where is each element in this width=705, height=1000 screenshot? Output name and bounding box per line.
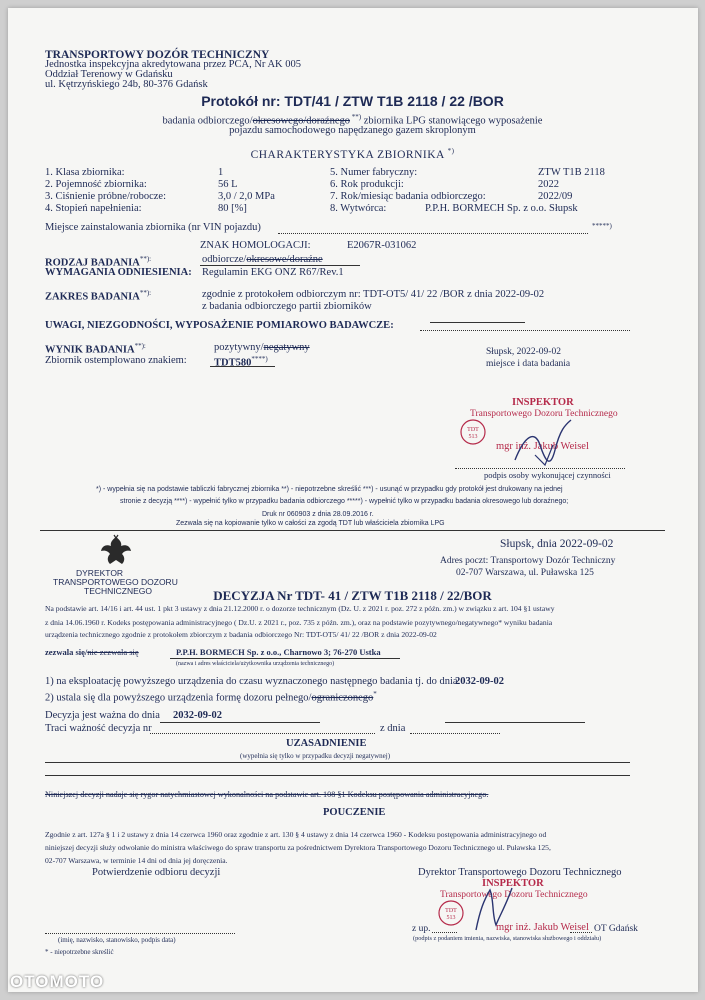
protocol-subtitle-2: pojazdu samochodowego napędzanego gazem skroplonym <box>229 125 476 136</box>
loses-validity-date-line <box>410 733 500 734</box>
inspector-sign-caption: podpis osoby wykonującej czynności <box>484 470 611 480</box>
homologation-label: ZNAK HOMOLOGACJI: <box>200 240 311 251</box>
inspector2-stamp-icon <box>436 898 466 928</box>
decision-title: DECYZJA Nr TDT- 41 / ZTW T1B 2118 / 22/BOR <box>213 588 492 603</box>
char-value-4: 80 [%] <box>218 203 247 214</box>
instruction-heading: POUCZENIE <box>323 807 386 818</box>
install-location-label: Miejsce zainstalowania zbiornika (nr VIN pojazdu) <box>45 222 261 233</box>
postal-address-2: 02-707 Warszawa, ul. Puławska 125 <box>456 568 594 578</box>
protocol-title: Protokół nr: TDT/41 / ZTW T1B 2118 / 22 /BOR <box>201 93 504 109</box>
inspector2-title: INSPEKTOR <box>482 878 544 889</box>
footnote-line-3: Druk nr 060903 z dnia 28.09.2016 r. <box>262 511 374 518</box>
svg-text:TDT: TDT <box>445 908 457 914</box>
char-value-6: 2022 <box>538 179 559 190</box>
loses-validity-line <box>150 733 375 734</box>
characteristics-heading: CHARAKTERYSTYKA ZBIORNIKA *) <box>250 147 455 161</box>
char-label-4: 4. Stopień napełnienia: <box>45 203 142 214</box>
director-line-1: DYREKTOR <box>76 568 124 578</box>
org-name: TRANSPORTOWY DOZÓR TECHNICZNY <box>45 49 270 61</box>
char-label-7: 7. Rok/miesiąc badania odbiorczego: <box>330 191 486 202</box>
test-type-value: odbiorcze/okresowe/doraźne <box>202 254 323 265</box>
install-location-mark: *****) <box>592 222 612 230</box>
loses-validity-label: Traci ważność decyzja nr <box>45 723 152 734</box>
signature-icon <box>505 415 575 475</box>
stamp-value: TDT580****) <box>214 355 268 369</box>
on-behalf-label: z up. <box>412 924 431 934</box>
receipt-sign-line <box>45 933 235 934</box>
requirements-value: Regulamin EKG ONZ R67/Rev.1 <box>202 267 344 278</box>
right-signature-caption: (podpis z podaniem imienia, nazwiska, stanowiska służbowego i oddziału) <box>413 935 602 942</box>
owner-caption: (nazwa i adres właściciela/użytkownika urządzenia technicznego) <box>176 661 335 667</box>
char-label-8: 8. Wytwórca: <box>330 203 387 214</box>
justification-heading: UZASADNIENIE <box>286 738 367 749</box>
instruction-line-3: 02-707 Warszawa, w terminie 14 dni od dnia jej doręczenia. <box>45 856 228 865</box>
valid-right-line <box>445 722 585 723</box>
test-place-date: Słupsk, 2022-09-02 <box>486 347 561 357</box>
director-line-3: TECHNICZNEGO <box>84 586 152 596</box>
instruction-line-1: Zgodnie z art. 127a § 1 i 2 ustawy z dnia 14 czerwca 1960 oraz zgodnie z art. 130 § 4 ustawy z dnia 14 czerwca 1960 - Kodeksu postępowania administracyjnego od <box>45 830 547 839</box>
inspector-subtitle: Transportowego Dozoru Technicznego <box>470 409 618 419</box>
char-label-6: 6. Rok produkcji: <box>330 179 404 190</box>
valid-until-label: Decyzja jest ważna do dnia <box>45 710 160 721</box>
director-line-2: TRANSPORTOWEGO DOZORU <box>53 577 178 587</box>
receipt-sign-caption: (imię, nazwisko, stanowisko, podpis data) <box>58 936 176 944</box>
inspector-name: mgr inż. Jakub Weisel <box>496 441 589 452</box>
char-value-2: 56 L <box>218 179 238 190</box>
homologation-value: E2067R-031062 <box>347 240 417 251</box>
enforceability-clause: Niniejszej decyzji nadaje się rygor natychmiastowej wykonalności na podstawie art. 108 §1 Kodeksu postępowania administracyjnego. <box>45 790 489 799</box>
test-type-label: RODZAJ BADANIA**): <box>45 255 152 269</box>
char-value-8: P.P.H. BORMECH Sp. z o.o. Słupsk <box>425 203 578 214</box>
char-label-1: 1. Klasa zbiornika: <box>45 167 125 178</box>
receipt-confirmation: Potwierdzenie odbioru decyzji <box>92 867 221 878</box>
instruction-line-2: niniejszej decyzji służy odwołanie do ministra właściwego do spraw transportu za pośrednictwem Dyrektora Transportowego Dozoru Technicznego ul. Puławska 125, <box>45 843 551 852</box>
svg-text:513: 513 <box>468 434 478 440</box>
org-branch: Oddział Terenowy w Gdańsku <box>45 69 173 80</box>
watermark-logo: OTOMOTO <box>10 972 105 991</box>
valid-until-value: 2032-09-02 <box>173 710 222 721</box>
eagle-emblem-icon <box>98 534 134 568</box>
justification-line-1 <box>45 762 630 763</box>
requirements-label: WYMAGANIA ODNIESIENIA: <box>45 267 192 278</box>
protocol-subtitle-1: badania odbiorczego/okresowego/doraźnego **) zbiornika LPG stanowiącego wyposażenie <box>162 113 543 127</box>
branch-name: OT Gdańsk <box>594 924 638 934</box>
svg-text:TDT: TDT <box>467 427 479 433</box>
decision-para-1: Na podstawie art. 14/16 i art. 44 ust. 1 pkt 3 ustawy z dnia 21.12.2000 r. o dozorze technicznym (Dz. U. z 2021 r. poz. 272 z późn. zm.) w związku z art. 104 §1 ustawy <box>45 604 555 613</box>
loses-validity-date-label: z dnia <box>380 723 406 734</box>
result-value: pozytywny/negatywny <box>214 342 310 353</box>
section-divider <box>40 530 665 531</box>
char-label-3: 3. Ciśnienie próbne/robocze: <box>45 191 167 202</box>
footnote-line-1: *) - wypełnia się na podstawie tabliczki fabrycznej zbiornika **) - niepotrzebne skreślić ***) - usunąć w przypadku gdy protokół jest drukowany na jednej <box>96 486 563 493</box>
owner-name: P.P.H. BORMECH Sp. z o.o., Charnowo 3; 76-270 Ustka <box>176 647 381 657</box>
remarks-underline <box>430 322 525 323</box>
inspector2-subtitle: Transportowego Dozoru Technicznego <box>440 890 588 900</box>
strike-footnote: * - niepotrzebne skreślić <box>45 948 114 956</box>
char-value-5: ZTW T1B 2118 <box>538 167 605 178</box>
stamp-label: Zbiornik ostemplowano znakiem: <box>45 355 187 366</box>
inspector-stamp-icon <box>458 417 488 447</box>
result-label: WYNIK BADANIA**): <box>45 342 146 356</box>
scope-label: ZAKRES BADANIA**): <box>45 289 152 303</box>
justification-line-2 <box>45 775 630 776</box>
decision-para-3: urządzenia technicznego zgodnie z protokołem zbiorczym z badania odbiorczego Nr: TDT-OT5/ 41/ 22 /BOR z dnia 2022-09-02 <box>45 630 437 639</box>
branch-line <box>570 932 592 933</box>
decision-point-2: 2) ustala się dla powyższego urządzenia formę dozoru pełnego/ograniczonego* <box>45 690 377 704</box>
owner-underline <box>170 658 400 659</box>
char-label-2: 2. Pojemność zbiornika: <box>45 179 147 190</box>
decision-point-1-date: 2032-09-02 <box>455 676 504 687</box>
test-place-caption: miejsce i data badania <box>486 359 571 369</box>
char-value-1: 1 <box>218 167 224 178</box>
svg-text:513: 513 <box>446 915 456 921</box>
valid-until-line <box>160 722 320 723</box>
decision-point-1: 1) na eksploatację powyższego urządzenia do czasu wyznaczonego następnego badania tj. do dnia <box>45 676 458 687</box>
director-signature-title: Dyrektor Transportowego Dozoru Technicznego <box>418 867 622 878</box>
install-location-line <box>278 233 588 234</box>
org-accreditation: Jednostka inspekcyjna akredytowana przez PCA, Nr AK 005 <box>45 59 302 70</box>
on-behalf-line <box>432 932 457 933</box>
char-label-5: 5. Numer fabryczny: <box>330 167 418 178</box>
decision-para-2: z dnia 14.06.1960 r. Kodeks postępowania administracyjnego ( Dz.U. z 2021 r., poz. 735 z późn. zm.), oraz na podstawie pozytywnego/negatywnego* wyniku badania <box>45 618 553 627</box>
char-value-7: 2022/09 <box>538 191 573 202</box>
inspector-title: INSPEKTOR <box>512 397 574 408</box>
inspector2-name: mgr inż. Jakub Weisel <box>496 922 589 933</box>
scope-line-1: zgodnie z protokołem odbiorczym nr: TDT-OT5/ 41/ 22 /BOR z dnia 2022-09-02 <box>202 289 545 300</box>
postal-address-1: Adres poczt: Transportowy Dozór Techniczny <box>440 556 616 566</box>
org-address: ul. Kętrzyńskiego 24b, 80-376 Gdańsk <box>45 79 208 90</box>
stamp-underline <box>210 366 275 367</box>
footnote-line-4: Zezwala się na kopiowanie tylko w całości za zgodą TDT lub właściciela zbiornika LPG <box>176 520 445 527</box>
permit-text: zezwala się/nie zezwala się <box>45 647 139 657</box>
justification-caption: (wypełnia się tylko w przypadku decyzji negatywnej) <box>240 752 391 760</box>
inspector-sign-line <box>455 468 625 469</box>
test-type-underline <box>200 265 360 266</box>
decision-place-date: Słupsk, dnia 2022-09-02 <box>500 538 614 550</box>
remarks-label: UWAGI, NIEZGODNOŚCI, WYPOSAŻENIE POMIAROWO BADAWCZE: <box>45 320 394 331</box>
char-value-3: 3,0 / 2,0 MPa <box>218 191 275 202</box>
footnote-line-2: stronie z decyzją ****) - wypełnić tylko w przypadku badania odbiorczego *****) - wypełnić tylko w przypadku badania okresowego lub doraźnego; <box>120 498 569 505</box>
scope-line-2: z badania odbiorczego partii zbiorników <box>202 301 372 312</box>
remarks-line <box>420 330 630 331</box>
